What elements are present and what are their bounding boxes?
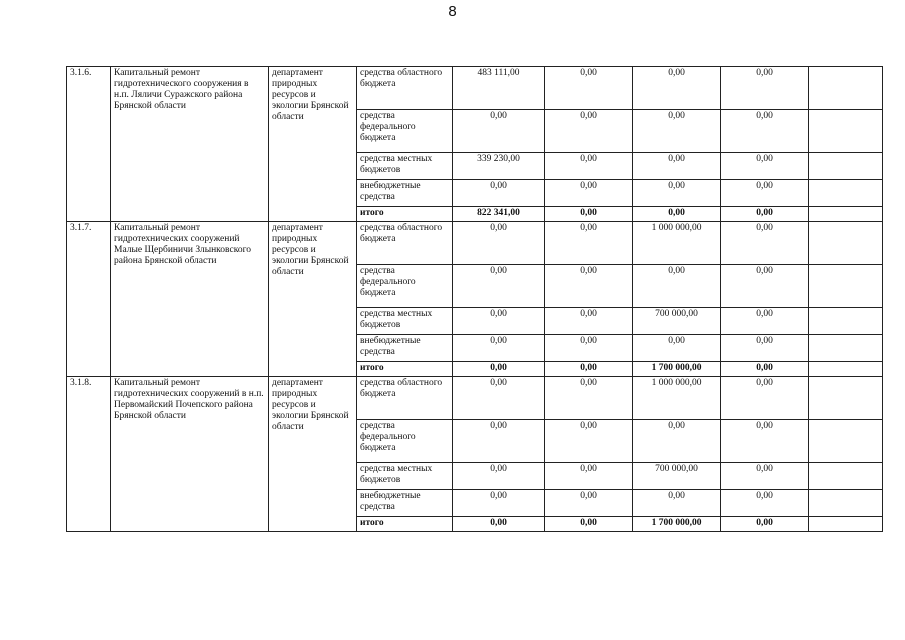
empty-cell — [809, 265, 883, 308]
value-cell: 0,00 — [545, 222, 633, 265]
value-cell: 0,00 — [545, 335, 633, 362]
funding-source: средства федерального бюджета — [357, 110, 453, 153]
value-cell: 0,00 — [721, 110, 809, 153]
value-cell: 0,00 — [545, 490, 633, 517]
value-cell: 0,00 — [453, 222, 545, 265]
empty-cell — [809, 463, 883, 490]
value-cell: 0,00 — [721, 463, 809, 490]
funding-source: средства местных бюджетов — [357, 308, 453, 335]
row-code: 3.1.8. — [67, 377, 111, 532]
value-cell: 0,00 — [721, 180, 809, 207]
value-cell: 0,00 — [545, 362, 633, 377]
table-row — [67, 222, 883, 265]
value-cell: 0,00 — [545, 110, 633, 153]
empty-cell — [809, 153, 883, 180]
table-row — [67, 67, 883, 110]
empty-cell — [809, 180, 883, 207]
value-cell: 0,00 — [633, 335, 721, 362]
value-cell: 483 111,00 — [453, 67, 545, 110]
funding-source: средства областного бюджета — [357, 222, 453, 265]
empty-cell — [809, 362, 883, 377]
value-cell: 0,00 — [545, 517, 633, 532]
value-cell: 0,00 — [545, 463, 633, 490]
value-cell: 0,00 — [545, 153, 633, 180]
row-code: 3.1.7. — [67, 222, 111, 377]
empty-cell — [809, 517, 883, 532]
value-cell: 0,00 — [453, 517, 545, 532]
empty-cell — [809, 67, 883, 110]
page-number: 8 — [448, 3, 457, 20]
funding-source: внебюджетные средства — [357, 180, 453, 207]
value-cell: 1 700 000,00 — [633, 517, 721, 532]
value-cell: 0,00 — [721, 362, 809, 377]
value-cell: 0,00 — [453, 110, 545, 153]
value-cell: 0,00 — [721, 265, 809, 308]
value-cell: 0,00 — [633, 420, 721, 463]
measure-name: Капитальный ремонт гидротехнических сооружений в н.п. Первомайский Почепского района Брянской области — [111, 377, 269, 532]
value-cell: 0,00 — [633, 110, 721, 153]
value-cell: 0,00 — [633, 67, 721, 110]
empty-cell — [809, 490, 883, 517]
value-cell: 0,00 — [545, 377, 633, 420]
funding-source: средства областного бюджета — [357, 377, 453, 420]
value-cell: 0,00 — [721, 67, 809, 110]
value-cell: 0,00 — [721, 517, 809, 532]
value-cell: 700 000,00 — [633, 308, 721, 335]
value-cell: 1 000 000,00 — [633, 377, 721, 420]
funding-source: средства областного бюджета — [357, 67, 453, 110]
value-cell: 0,00 — [545, 308, 633, 335]
value-cell: 0,00 — [633, 265, 721, 308]
value-cell: 0,00 — [453, 490, 545, 517]
value-cell: 700 000,00 — [633, 463, 721, 490]
empty-cell — [809, 222, 883, 265]
value-cell: 0,00 — [633, 153, 721, 180]
value-cell: 0,00 — [721, 335, 809, 362]
row-code: 3.1.6. — [67, 67, 111, 222]
value-cell: 1 000 000,00 — [633, 222, 721, 265]
funding-source: средства местных бюджетов — [357, 463, 453, 490]
value-cell: 0,00 — [453, 377, 545, 420]
funding-source: средства федерального бюджета — [357, 265, 453, 308]
value-cell: 0,00 — [633, 207, 721, 222]
value-cell: 0,00 — [453, 463, 545, 490]
value-cell: 0,00 — [545, 180, 633, 207]
funding-source: внебюджетные средства — [357, 335, 453, 362]
empty-cell — [809, 308, 883, 335]
value-cell: 0,00 — [721, 207, 809, 222]
funding-source: внебюджетные средства — [357, 490, 453, 517]
executor: департамент природных ресурсов и экологии Брянской области — [269, 377, 357, 532]
value-cell: 0,00 — [453, 420, 545, 463]
value-cell: 0,00 — [721, 420, 809, 463]
funding-source: средства местных бюджетов — [357, 153, 453, 180]
funding-source: итого — [357, 517, 453, 532]
measure-name: Капитальный ремонт гидротехнических сооружений Малые Щербиничи Злынковского района Брянской области — [111, 222, 269, 377]
measure-name: Капитальный ремонт гидротехнического сооружения в н.п. Ляличи Суражского района Брянской области — [111, 67, 269, 222]
value-cell: 0,00 — [633, 180, 721, 207]
value-cell: 1 700 000,00 — [633, 362, 721, 377]
value-cell: 822 341,00 — [453, 207, 545, 222]
value-cell: 0,00 — [453, 265, 545, 308]
value-cell: 0,00 — [453, 362, 545, 377]
value-cell: 339 230,00 — [453, 153, 545, 180]
value-cell: 0,00 — [633, 490, 721, 517]
value-cell: 0,00 — [453, 180, 545, 207]
table-row — [67, 377, 883, 420]
funding-source: средства федерального бюджета — [357, 420, 453, 463]
executor: департамент природных ресурсов и экологии Брянской области — [269, 67, 357, 222]
value-cell: 0,00 — [453, 335, 545, 362]
value-cell: 0,00 — [721, 308, 809, 335]
value-cell: 0,00 — [545, 420, 633, 463]
empty-cell — [809, 420, 883, 463]
empty-cell — [809, 110, 883, 153]
value-cell: 0,00 — [545, 67, 633, 110]
empty-cell — [809, 335, 883, 362]
value-cell: 0,00 — [721, 222, 809, 265]
value-cell: 0,00 — [545, 207, 633, 222]
funding-source: итого — [357, 362, 453, 377]
value-cell: 0,00 — [721, 377, 809, 420]
funding-source: итого — [357, 207, 453, 222]
budget-table — [66, 66, 883, 532]
executor: департамент природных ресурсов и экологии Брянской области — [269, 222, 357, 377]
value-cell: 0,00 — [545, 265, 633, 308]
value-cell: 0,00 — [721, 490, 809, 517]
empty-cell — [809, 377, 883, 420]
empty-cell — [809, 207, 883, 222]
value-cell: 0,00 — [453, 308, 545, 335]
value-cell: 0,00 — [721, 153, 809, 180]
